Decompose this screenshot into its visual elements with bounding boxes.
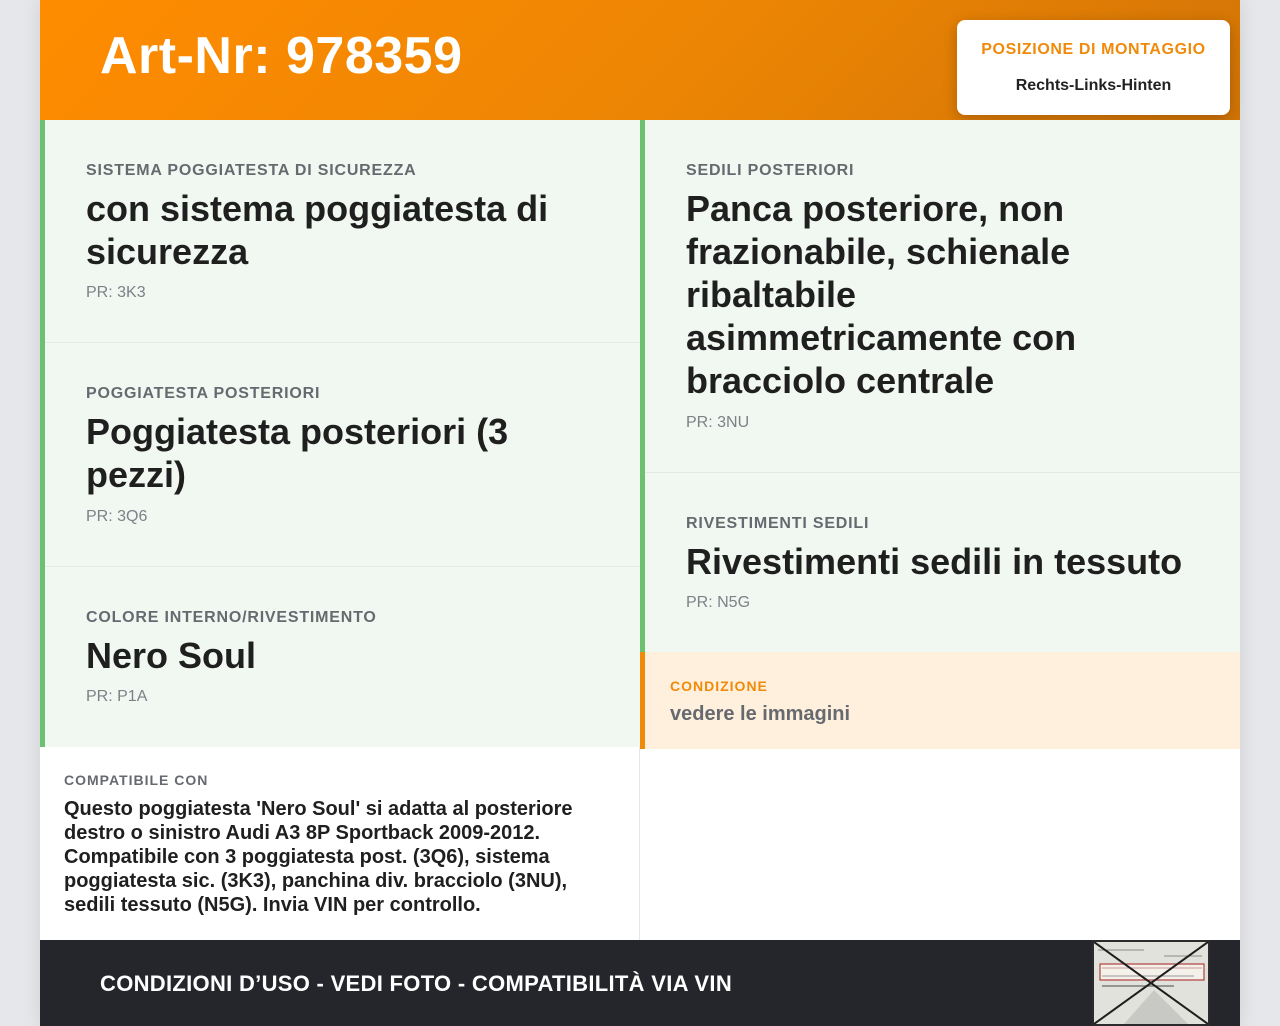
card-label: SISTEMA POGGIATESTA DI SICUREZZA [86,162,417,179]
footer-bar [40,940,1240,1026]
card-safety-headrest [40,120,640,343]
card-label: POGGIATESTA POSTERIORI [86,385,321,402]
card-pr-code: PR: 3K3 [86,284,146,301]
compatibility-text: Questo poggiatesta 'Nero Soul' si adatta al posteriore destro o sinistro Audi A3 8P Sportback 2009-2012. Compatibile con 3 poggiatesta post. (3Q6), sistema poggiatesta sic. (3K3), panchina div. bracciolo (3NU), sedili tessuto (N5G). Invia VIN per controllo. [64,798,573,916]
card-value: Nero Soul [86,635,257,676]
card-seat-covers [640,473,1240,652]
card-value: Poggiatesta posteriori (3 pezzi) [86,411,509,495]
card-pr-code: PR: P1A [86,688,148,705]
footer-text: CONDIZIONI D’USO - VEDI FOTO - COMPATIBILITÀ VIA VIN [100,971,733,996]
product-sheet [40,0,1240,1026]
card-label: RIVESTIMENTI SEDILI [686,515,870,532]
card-value: Panca posteriore, non frazionabile, schienale ribaltabile asimmetricamente con bracciolo centrale [686,188,1077,401]
condition-box [640,652,1240,749]
card-label: COLORE INTERNO/RIVESTIMENTO [86,609,377,626]
card-rear-seats [640,120,1240,473]
compatibility-section [40,747,640,940]
header-bar [40,0,1240,120]
card-pr-code: PR: N5G [686,594,751,611]
mount-position-label: POSIZIONE DI MONTAGGIO [981,41,1206,58]
envelope-label-icon [1092,940,1210,1026]
card-interior-color [40,567,640,747]
mount-position-value: Rechts-Links-Hinten [1015,77,1172,94]
card-pr-code: PR: 3NU [686,414,750,431]
card-pr-code: PR: 3Q6 [86,508,148,525]
compatibility-label: COMPATIBILE CON [64,772,209,788]
card-value: con sistema poggiatesta di sicurezza [86,188,549,272]
condition-label: CONDIZIONE [670,678,768,694]
article-number: Art-Nr: 978359 [100,27,463,85]
card-value: Rivestimenti sedili in tessuto [686,541,1183,582]
card-rear-headrests [40,343,640,567]
condition-value: vedere le immagini [670,703,851,725]
mount-position-box [957,20,1230,115]
card-label: SEDILI POSTERIORI [686,162,855,179]
